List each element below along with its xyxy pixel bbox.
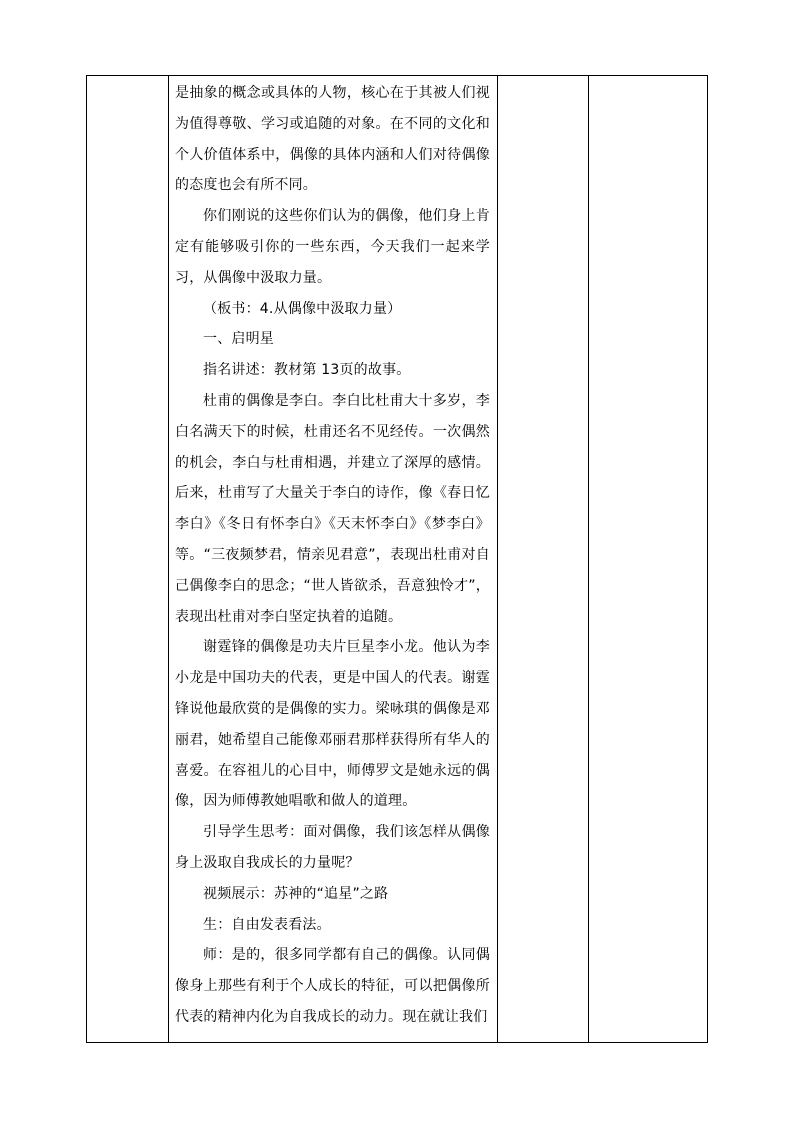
right-empty-cell (589, 76, 708, 1043)
third-empty-cell (498, 76, 589, 1043)
paragraph-video: 视频展示：苏神的“追星”之路 (203, 885, 389, 902)
paragraph-guided-thinking: 引导学生思考：面对偶像，我们该怎样从偶像身上汲取自我成长的力量呢？ (175, 824, 490, 871)
paragraph-blackboard: （板书：4.从偶像中汲取力量） (203, 300, 402, 317)
left-empty-cell (87, 76, 169, 1043)
paragraph-du-fu-story: 杜甫的偶像是李白。李白比杜甫大十多岁，李白名满天下的时候，杜甫还名不见经传。一次偶然的机会，李白与杜甫相遇，并建立了深厚的感情。后来，杜甫写了大量关于李白的诗作，像《春日忆李白》《冬日有怀李白》《天末怀李白》《梦李白》等。“三夜频梦君，情亲见君意”，表现出杜甫对自己偶像李白的思念；“世人皆欲杀，吾意独怜才”，表现出杜甫对李白坚定执着的追随。 (175, 392, 490, 625)
teaching-content-cell (169, 76, 498, 1043)
teaching-content (169, 76, 497, 1033)
section-heading: 一、启明星 (203, 331, 274, 348)
paragraph-student: 生：自由发表看法。 (203, 916, 331, 933)
paragraph-idol-definition: 是抽象的概念或具体的人物，核心在于其被人们视为值得尊敬、学习或追随的对象。在不同的文化和个人价值体系中，偶像的具体内涵和人们对待偶像的态度也会有所不同。 (175, 85, 490, 194)
lesson-plan-table (86, 75, 708, 1043)
paragraph-intro: 你们刚说的这些你们认为的偶像，他们身上肯定有能够吸引你的一些东西，今天我们一起来学习，从偶像中汲取力量。 (175, 208, 490, 286)
paragraph-celebrity-idols: 谢霆锋的偶像是功夫片巨星李小龙。他认为李小龙是中国功夫的代表，更是中国人的代表。谢霆锋说他最欣赏的是偶像的实力。梁咏琪的偶像是邓丽君，她希望自己能像邓丽君那样获得所有华人的喜爱。在容祖儿的心目中，师傅罗文是她永远的偶像，因为师傅教她唱歌和做人的道理。 (175, 639, 490, 810)
paragraph-teacher: 师：是的，很多同学都有自己的偶像。认同偶像身上那些有利于个人成长的特征，可以把偶像所代表的精神内化为自我成长的动力。现在就让我们 (175, 947, 490, 1025)
paragraph-instruction: 指名讲述：教材第 13页的故事。 (203, 362, 411, 379)
table-row (87, 76, 708, 1043)
